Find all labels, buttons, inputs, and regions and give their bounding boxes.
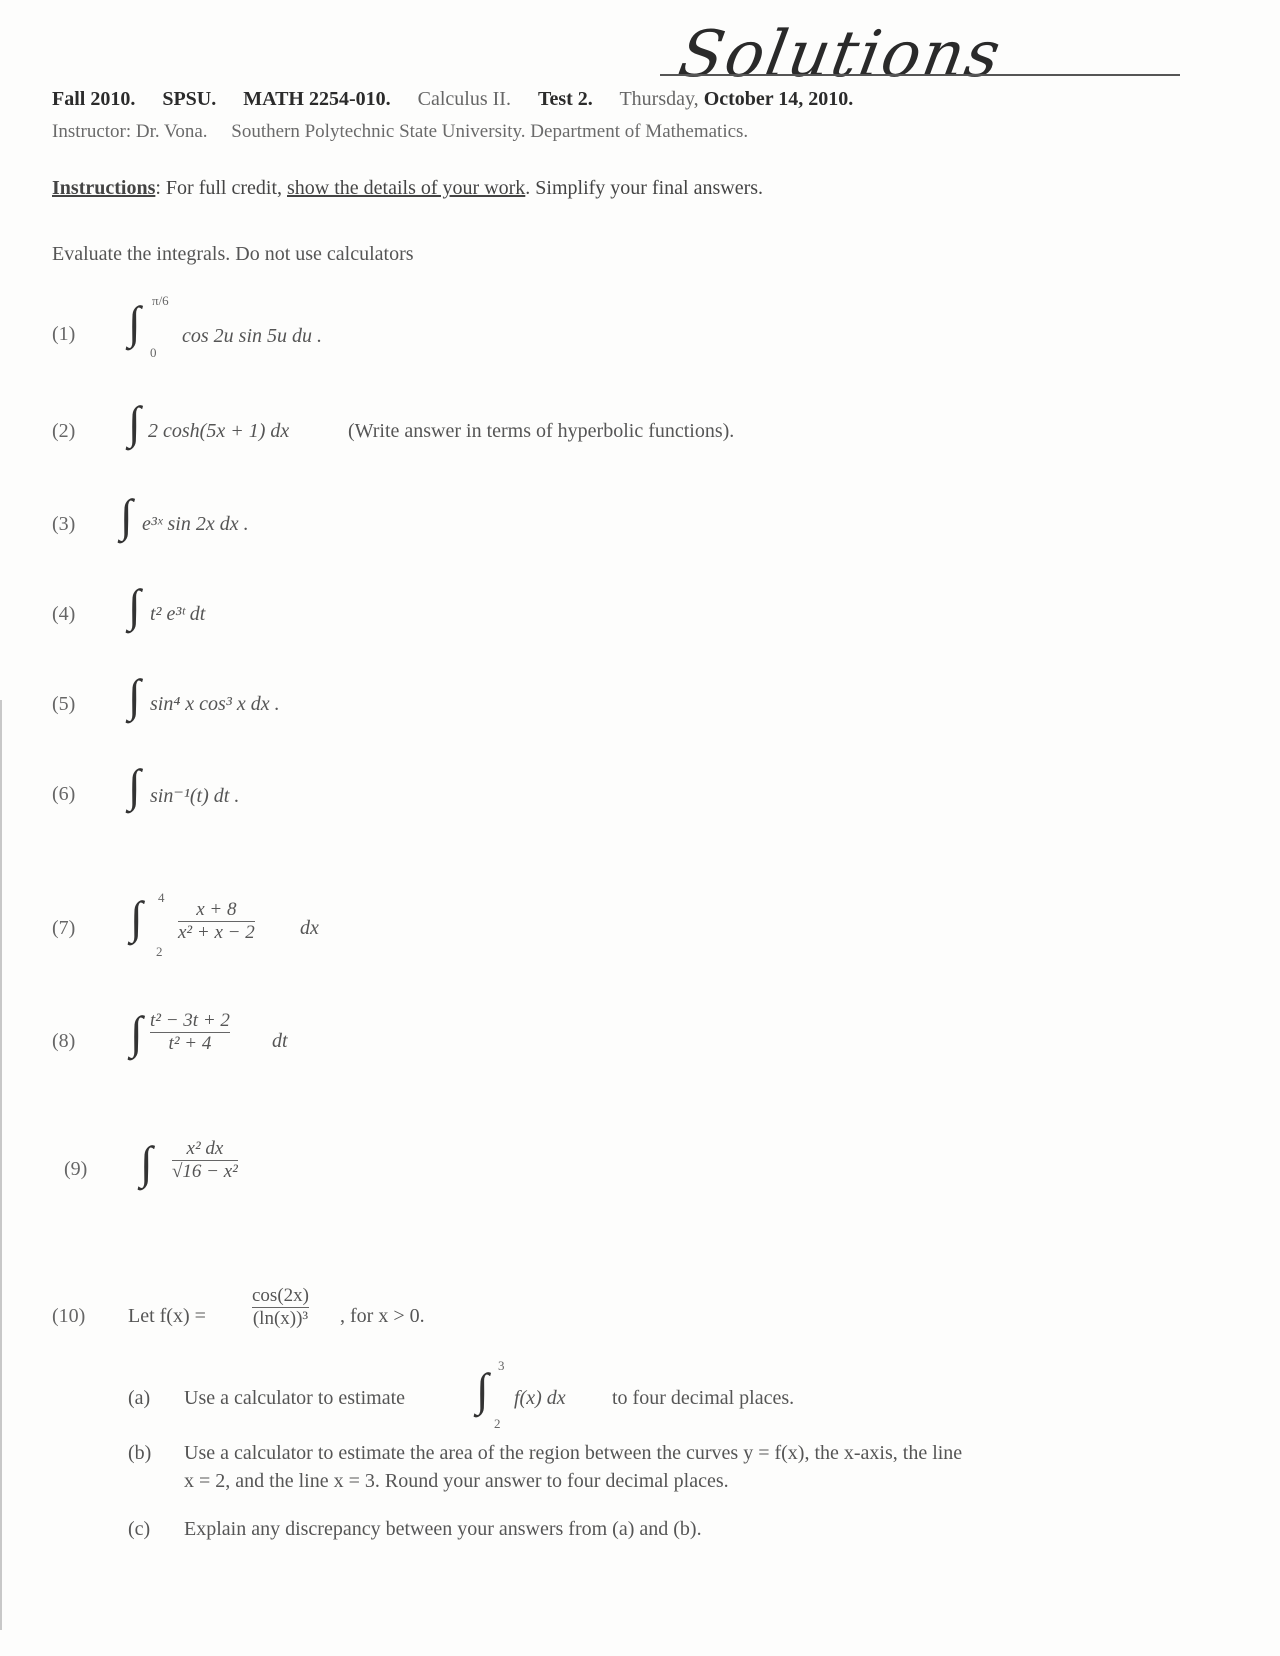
instructions xyxy=(52,177,763,200)
test-date: October 14, 2010. xyxy=(703,88,854,110)
integral-sign: ∫ xyxy=(128,397,141,448)
denominator: (ln(x))³ xyxy=(252,1308,309,1329)
instructions-underlined: show the details of your work xyxy=(287,177,526,199)
let-statement: Let f(x) = xyxy=(128,1305,206,1327)
function-fraction xyxy=(252,1285,309,1330)
scan-edge xyxy=(0,700,2,1630)
title-underline xyxy=(660,74,1180,76)
part-label: (c) xyxy=(128,1518,151,1540)
integrand-fraction xyxy=(178,899,255,944)
part-label: (b) xyxy=(128,1442,152,1464)
test-day: Thursday, xyxy=(619,88,699,110)
evaluate-text: Evaluate the integrals. Do not use calculators xyxy=(52,243,414,265)
denominator: x² + x − 2 xyxy=(178,922,255,943)
integral-sign: ∫ xyxy=(140,1137,153,1188)
numerator: x + 8 xyxy=(196,899,237,920)
differential: dx xyxy=(300,917,319,939)
integrand: sin⁴ x cos³ x dx . xyxy=(150,693,280,715)
part-label: (a) xyxy=(128,1387,151,1409)
part-a-integrand: f(x) dx xyxy=(514,1387,566,1409)
integral-sign: ∫ xyxy=(130,892,143,943)
problem-number: (4) xyxy=(52,603,76,625)
part-c-text: Explain any discrepancy between your answers from (a) and (b). xyxy=(184,1518,702,1540)
upper-limit: 3 xyxy=(498,1358,505,1373)
instructions-label: Instructions xyxy=(52,177,156,199)
problem-note: (Write answer in terms of hyperbolic functions). xyxy=(348,420,735,442)
school: SPSU. xyxy=(162,88,217,110)
numerator: t² − 3t + 2 xyxy=(150,1010,230,1031)
domain-condition: , for x > 0. xyxy=(340,1305,425,1327)
instructions-prefix: : For full credit, xyxy=(155,177,287,199)
integrand-fraction xyxy=(172,1138,238,1183)
problem-number: (6) xyxy=(52,783,76,805)
part-a-text: Use a calculator to estimate xyxy=(184,1387,406,1409)
upper-limit: π/6 xyxy=(152,293,169,308)
problem-number: (3) xyxy=(52,513,76,535)
test-name: Test 2. xyxy=(537,88,593,110)
course-header xyxy=(52,88,853,111)
numerator: cos(2x) xyxy=(252,1285,309,1306)
denominator: √16 − x² xyxy=(172,1161,238,1182)
instructor-line: Instructor: Dr. Vona. Southern Polytechnic State University. Department of Mathematics. xyxy=(52,121,749,142)
integrand: cos 2u sin 5u du . xyxy=(182,325,322,347)
problem-number: (8) xyxy=(52,1030,76,1052)
integral-sign: ∫ xyxy=(130,1007,143,1058)
integral-sign: ∫ xyxy=(128,670,141,721)
integrand: 2 cosh(5x + 1) dx xyxy=(148,420,290,442)
integrand: e³ˣ sin 2x dx . xyxy=(142,513,249,535)
solutions-title: Solutions xyxy=(673,18,1008,92)
part-b-line2: x = 2, and the line x = 3. Round your answer to four decimal places. xyxy=(184,1470,729,1492)
lower-limit: 2 xyxy=(494,1416,501,1431)
integral-sign: ∫ xyxy=(128,760,141,811)
differential: dt xyxy=(272,1030,288,1052)
problem-number: (5) xyxy=(52,693,76,715)
integral-sign: ∫ xyxy=(128,297,141,348)
lower-limit: 2 xyxy=(156,944,163,959)
integrand-fraction xyxy=(150,1010,230,1055)
lower-limit: 0 xyxy=(150,345,157,360)
problem-number: (9) xyxy=(64,1158,88,1180)
problem-number: (1) xyxy=(52,323,76,345)
part-a-suffix: to four decimal places. xyxy=(612,1387,795,1409)
integrand: sin⁻¹(t) dt . xyxy=(150,785,240,807)
problem-number: (7) xyxy=(52,917,76,939)
denominator: t² + 4 xyxy=(168,1033,212,1054)
integral-sign: ∫ xyxy=(128,580,141,631)
upper-limit: 4 xyxy=(158,890,165,905)
part-b-line1: Use a calculator to estimate the area of the region between the curves y = f(x), the x-axis, the line xyxy=(184,1442,963,1464)
problem-number: (10) xyxy=(52,1305,86,1327)
numerator: x² dx xyxy=(186,1138,224,1159)
instructions-suffix: . Simplify your final answers. xyxy=(525,177,764,199)
semester: Fall 2010. xyxy=(52,88,136,110)
integral-sign: ∫ xyxy=(476,1364,489,1415)
integrand: t² e³ᵗ dt xyxy=(150,603,206,625)
subject: Calculus II. xyxy=(417,88,511,110)
course-code: MATH 2254-010. xyxy=(243,88,391,110)
problem-number: (2) xyxy=(52,420,76,442)
integral-sign: ∫ xyxy=(120,490,133,541)
